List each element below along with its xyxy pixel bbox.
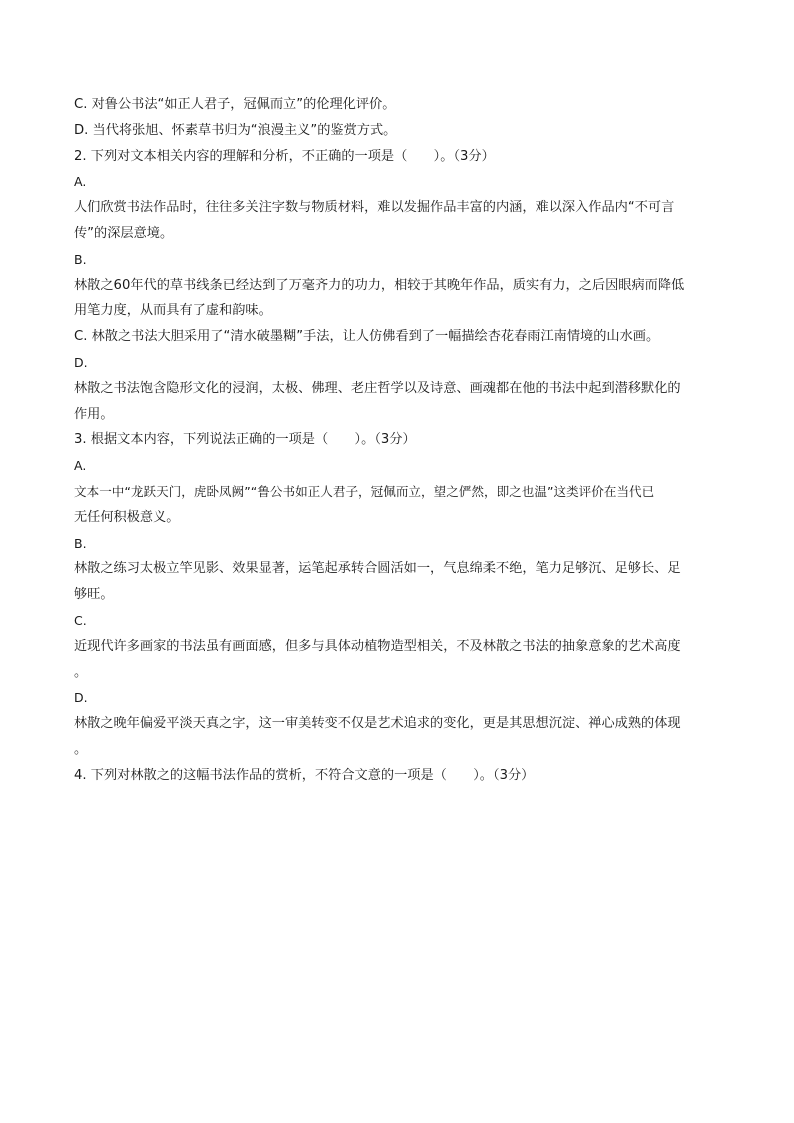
document-page	[74, 92, 724, 789]
q2-option-b-text-line1: 林散之60年代的草书线条已经达到了万毫齐力的功力，相较于其晚年作品，质实有力，之后因眼病而降低	[74, 277, 685, 293]
q3-option-b-label: B.	[74, 535, 87, 551]
q2-option-d-text-line1: 林散之书法饱含隐形文化的浸润，太极、佛理、老庄哲学以及诗意、画魂都在他的书法中起到潜移默化的	[74, 380, 681, 396]
q3-option-d-label: D.	[74, 690, 88, 706]
question-3-stem: 3. 根据文本内容，下列说法正确的一项是（ ）。（3分）	[74, 432, 416, 448]
q3-option-a-text-line1: 文本一中“龙跃天门，虎卧凤阙”“鲁公书如正人君子，冠佩而立，望之俨然，即之也温”这类评价在当代已	[74, 483, 655, 499]
q2-option-d-label: D.	[74, 354, 88, 370]
q2-option-a-text-line1: 人们欣赏书法作品时，往往多关注字数与物质材料，难以发掘作品丰富的内涵，难以深入作品内“不可言	[74, 200, 675, 216]
q3-option-a-label: A.	[74, 458, 87, 474]
q2-option-a-text-line2: 传”的深层意境。	[74, 225, 174, 241]
option-c-prev: C. 对鲁公书法“如正人君子，冠佩而立”的伦理化评价。	[74, 97, 396, 112]
question-4-stem: 4. 下列对林散之的这幅书法作品的赏析，不符合文意的一项是（ ）。（3分）	[74, 767, 535, 783]
q2-option-b-label: B.	[74, 251, 87, 267]
q3-option-d-text-line2: 。	[74, 741, 88, 757]
q3-option-c-label: C.	[74, 612, 87, 628]
q2-option-d-text-line2: 作用。	[74, 406, 114, 422]
q3-option-d-text-line1: 林散之晚年偏爱平淡天真之字，这一审美转变不仅是艺术追求的变化，更是其思想沉淀、禅心成熟的体现	[74, 716, 681, 732]
question-2-stem: 2. 下列对文本相关内容的理解和分析，不正确的一项是（ ）。（3分）	[74, 148, 495, 164]
q2-option-c: C. 林散之书法大胆采用了“清水破墨糊”手法，让人仿佛看到了一幅描绘杏花春雨江南情境的山水画。	[74, 329, 660, 345]
q3-option-c-text-line1: 近现代许多画家的书法虽有画面感，但多与具体动植物造型相关，不及林散之书法的抽象意象的艺术高度	[74, 638, 681, 654]
q2-option-b-text-line2: 用笔力度，从而具有了虚和韵味。	[74, 303, 272, 319]
q3-option-b-text-line2: 够旺。	[74, 587, 114, 603]
q2-option-a-label: A.	[74, 174, 87, 190]
q3-option-c-text-line2: 。	[74, 664, 88, 680]
q3-option-b-text-line1: 林散之练习太极立竿见影、效果显著，运笔起承转合圆活如一，气息绵柔不绝，笔力足够沉、足够长、足	[74, 561, 681, 577]
q3-option-a-text-line2: 无任何积极意义。	[74, 509, 180, 525]
option-d-prev: D. 当代将张旭、怀素草书归为“浪漫主义”的鉴赏方式。	[74, 122, 397, 138]
